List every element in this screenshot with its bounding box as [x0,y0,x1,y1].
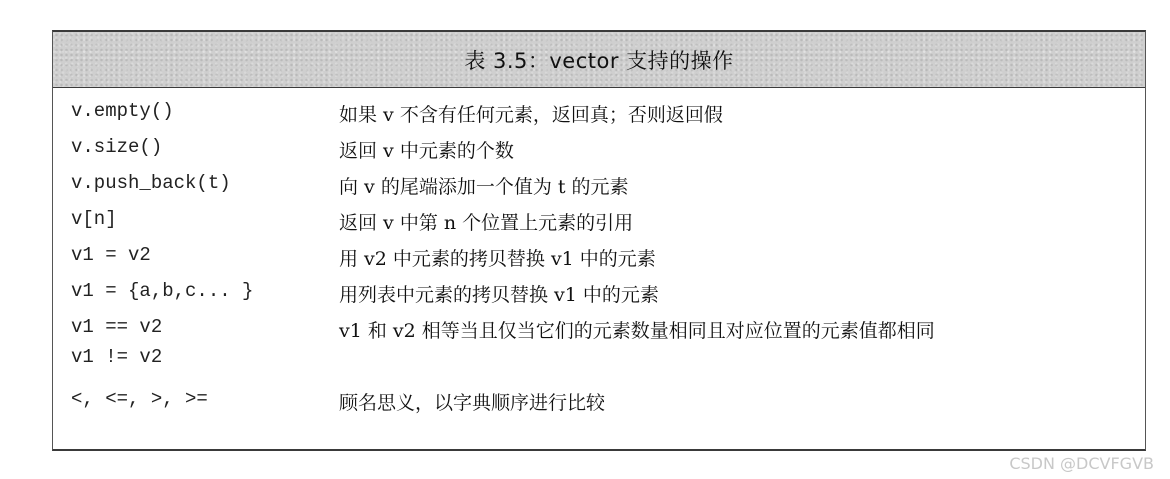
table-row [53,132,1145,168]
operation-description: 用 v2 中元素的拷贝替换 v1 中的元素 [339,248,656,270]
operation-code: <, <=, >, >= [71,388,208,410]
operation-description: 返回 v 中元素的个数 [339,140,514,162]
operation-code: v.push_back(t) [71,172,231,194]
operation-code: v1 == v2 [71,316,163,338]
operation-code: v1 != v2 [71,346,163,368]
operation-code: v.size() [71,136,163,158]
operations-table [52,30,1146,451]
operation-description: 向 v 的尾端添加一个值为 t 的元素 [339,176,629,198]
operation-description: 用列表中元素的拷贝替换 v1 中的元素 [339,284,659,306]
operation-code: v1 = v2 [71,244,151,266]
table-row [53,276,1145,312]
operation-description: 顾名思义，以字典顺序进行比较 [339,392,606,414]
watermark: CSDN @DCVFGVB [1009,454,1154,473]
table-row [53,94,1145,132]
table-header [53,32,1145,88]
operation-description: 如果 v 不含有任何元素，返回真；否则返回假 [339,104,723,126]
table-row [53,168,1145,204]
operation-code: v1 = {a,b,c... } [71,280,254,302]
table-row [53,204,1145,240]
operation-description: 返回 v 中第 n 个位置上元素的引用 [339,212,634,234]
operation-code: v.empty() [71,100,174,122]
table-row [53,240,1145,276]
operation-description: v1 和 v2 相等当且仅当它们的元素数量相同且对应位置的元素值都相同 [339,320,935,342]
table-row [53,312,1145,386]
table-row [53,386,1145,422]
operation-code-group [53,316,339,368]
table-body [53,88,1145,422]
table-title: 表 3.5：vector 支持的操作 [464,48,734,73]
operation-code: v[n] [71,208,117,230]
